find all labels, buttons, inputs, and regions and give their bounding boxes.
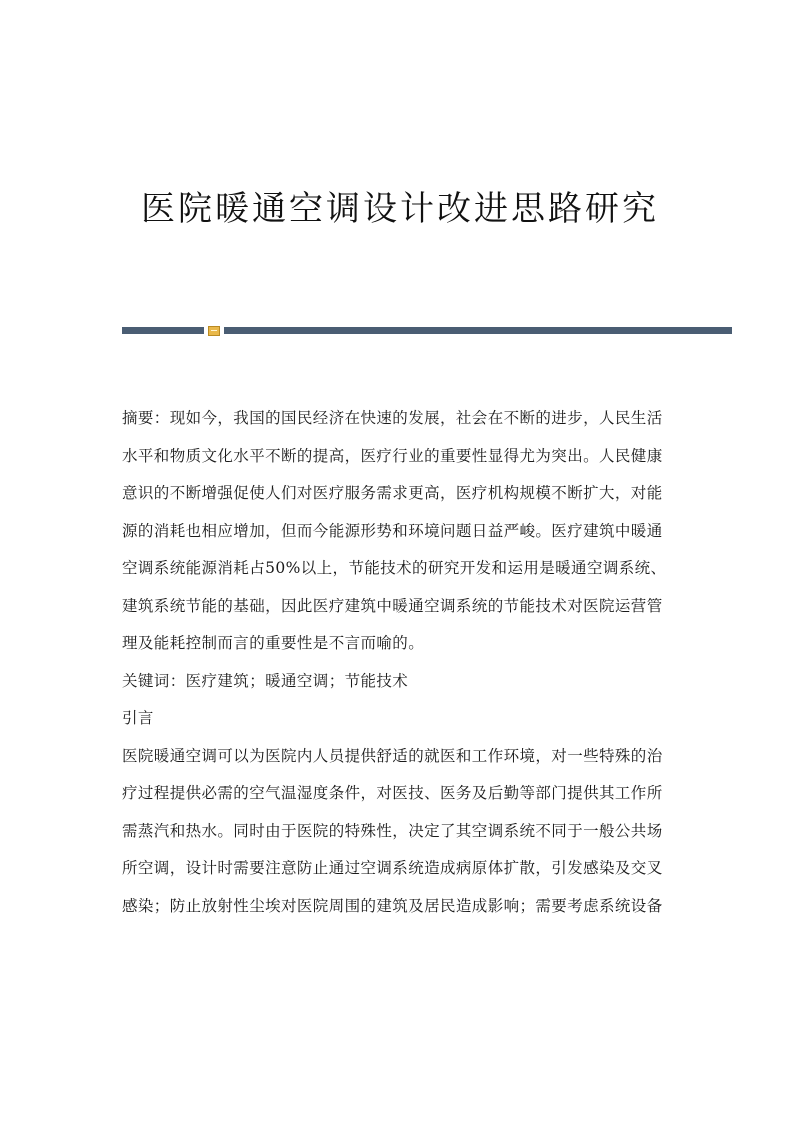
divider-bar-right [224, 327, 732, 334]
abstract-line: 空调系统能源消耗占50%以上，节能技术的研究开发和运用是暖通空调系统、 [122, 559, 667, 577]
abstract-line: 理及能耗控制而言的重要性是不言而喻的。 [122, 634, 425, 652]
document-body [122, 400, 684, 925]
document-icon [208, 326, 220, 336]
document-title: 医院暖通空调设计改进思路研究 [141, 189, 659, 229]
abstract-line: 建筑系统节能的基础，因此医疗建筑中暖通空调系统的节能技术对医院运营管 [122, 596, 663, 615]
section-heading-introduction [122, 700, 684, 738]
intro-line: 需蒸汽和热水。同时由于医院的特殊性，决定了其空调系统不同于一般公共场 [122, 821, 663, 840]
keywords-text: 关键词：医疗建筑；暖通空调；节能技术 [122, 671, 409, 690]
introduction-paragraph [122, 738, 684, 926]
section-heading-text: 引言 [122, 709, 154, 727]
abstract-line: 源的消耗也相应增加，但而今能源形势和环境问题日益严峻。医疗建筑中暖通 [122, 521, 663, 540]
abstract-paragraph [122, 400, 684, 663]
intro-line: 所空调，设计时需要注意防止通过空调系统造成病原体扩散，引发感染及交叉 [122, 859, 663, 877]
intro-line: 感染；防止放射性尘埃对医院周围的建筑及居民造成影响；需要考虑系统设备 [122, 896, 663, 915]
abstract-line: 水平和物质文化水平不断的提高，医疗行业的重要性显得尤为突出。人民健康 [122, 446, 663, 465]
intro-line: 疗过程提供必需的空气温湿度条件，对医技、医务及后勤等部门提供其工作所 [122, 784, 663, 802]
abstract-line: 摘要：现如今，我国的国民经济在快速的发展，社会在不断的进步，人民生活 [122, 409, 663, 427]
abstract-line: 意识的不断增强促使人们对医疗服务需求更高，医疗机构规模不断扩大，对能 [122, 484, 663, 502]
divider-bar-left [122, 327, 204, 334]
title-divider [122, 326, 732, 336]
intro-line: 医院暖通空调可以为医院内人员提供舒适的就医和工作环境，对一些特殊的治 [122, 746, 663, 765]
keywords-line [122, 663, 684, 701]
